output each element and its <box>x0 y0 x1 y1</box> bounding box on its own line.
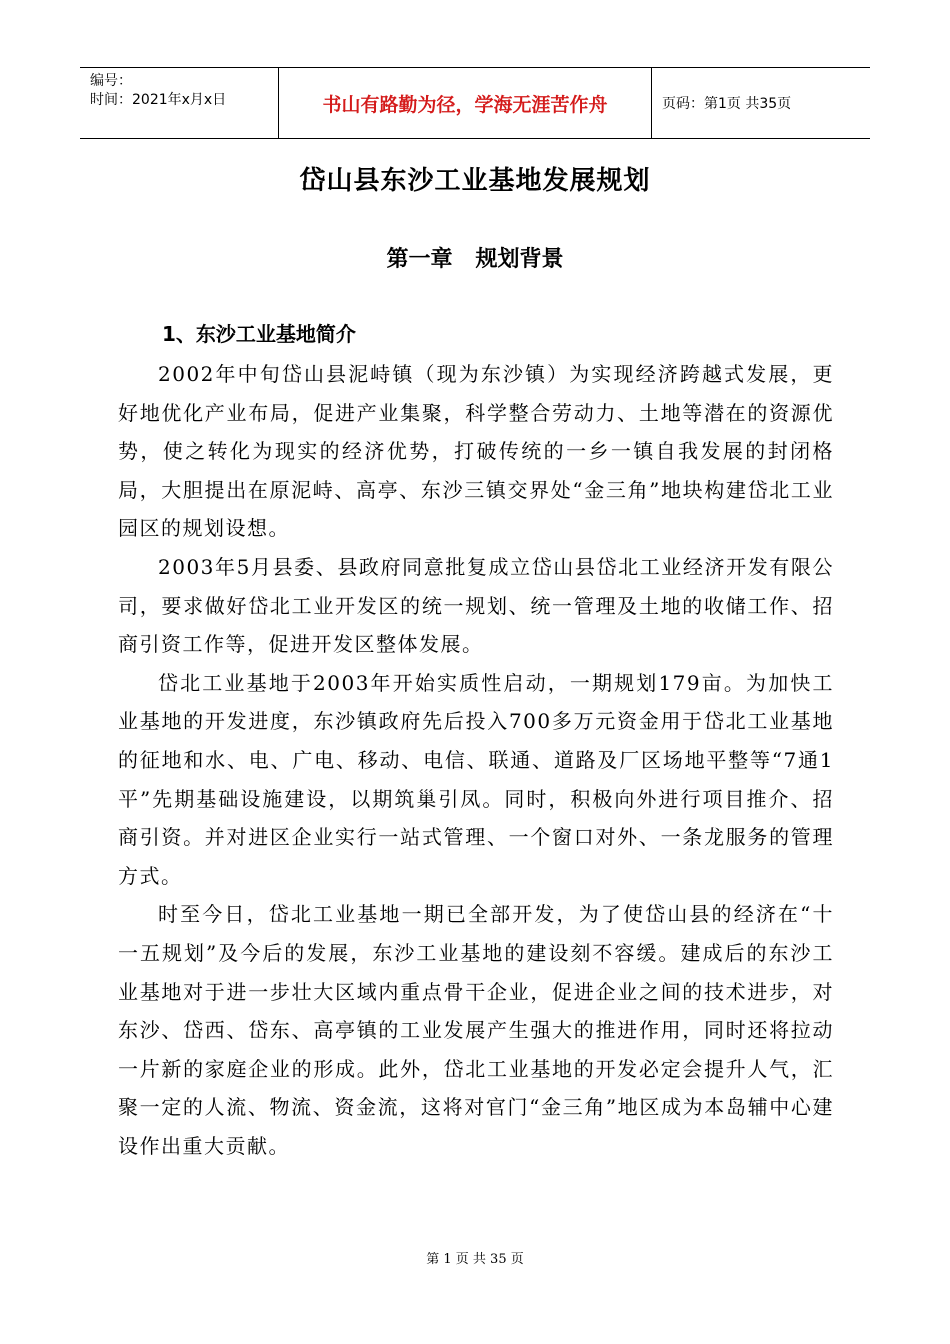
document-date-label: 时间：2021年x月x日 <box>90 92 227 108</box>
body-paragraph: 2003年5月县委、县政府同意批复成立岱山县岱北工业经济开发有限公司，要求做好岱北工业开发区的统一规划、统一管理及土地的收储工作、招商引资工作等，促进开发区整体发展。 <box>118 554 834 657</box>
chapter-heading: 第一章 规划背景 <box>386 247 564 272</box>
header-meta <box>80 68 279 138</box>
body-paragraph: 时至今日，岱北工业基地一期已全部开发，为了使岱山县的经济在“十一五规划”及今后的发展，东沙工业基地的建设刻不容缓。建成后的东沙工业基地对于进一步壮大区域内重点骨干企业，促进企业之间的技术进步，对东沙、岱西、岱东、高亭镇的工业发展产生强大的推进作用，同时还将拉动一片新的家庭企业的形成。此外，岱北工业基地的开发必定会提升人气，汇聚一定的人流、物流、资金流，这将对官门“金三角”地区成为本岛辅中心建设作出重大贡献。 <box>118 902 834 1158</box>
header-motto: 书山有路勤为径，学海无涯苦作舟 <box>279 68 652 138</box>
body-paragraph: 岱北工业基地于2003年开始实质性启动，一期规划179亩。为加快工业基地的开发进度，东沙镇政府先后投入700多万元资金用于岱北工业基地的征地和水、电、广电、移动、电信、联通、道路及厂区场地平整等“7通1平”先期基础设施建设，以期筑巢引凤。同时，积极向外进行项目推介、招商引资。并对进区企业实行一站式管理、一个窗口对外、一条龙服务的管理方式。 <box>118 670 834 888</box>
document-body <box>118 355 834 1165</box>
section-heading: 1、东沙工业基地简介 <box>162 322 356 346</box>
page-header <box>80 67 870 139</box>
document-title: 岱山县东沙工业基地发展规划 <box>299 166 651 196</box>
header-page-info: 页码：第1页 共35页 <box>662 96 792 112</box>
page-footer: 第 1 页 共 35 页 <box>426 1252 524 1267</box>
body-paragraph: 2002年中旬岱山县泥峙镇（现为东沙镇）为实现经济跨越式发展，更好地优化产业布局，促进产业集聚，科学整合劳动力、土地等潜在的资源优势，使之转化为现实的经济优势，打破传统的一乡一镇自我发展的封闭格局，大胆提出在原泥峙、高亭、东沙三镇交界处“金三角”地块构建岱北工业园区的规划设想。 <box>118 362 834 541</box>
document-number-label: 编号： <box>90 73 132 89</box>
